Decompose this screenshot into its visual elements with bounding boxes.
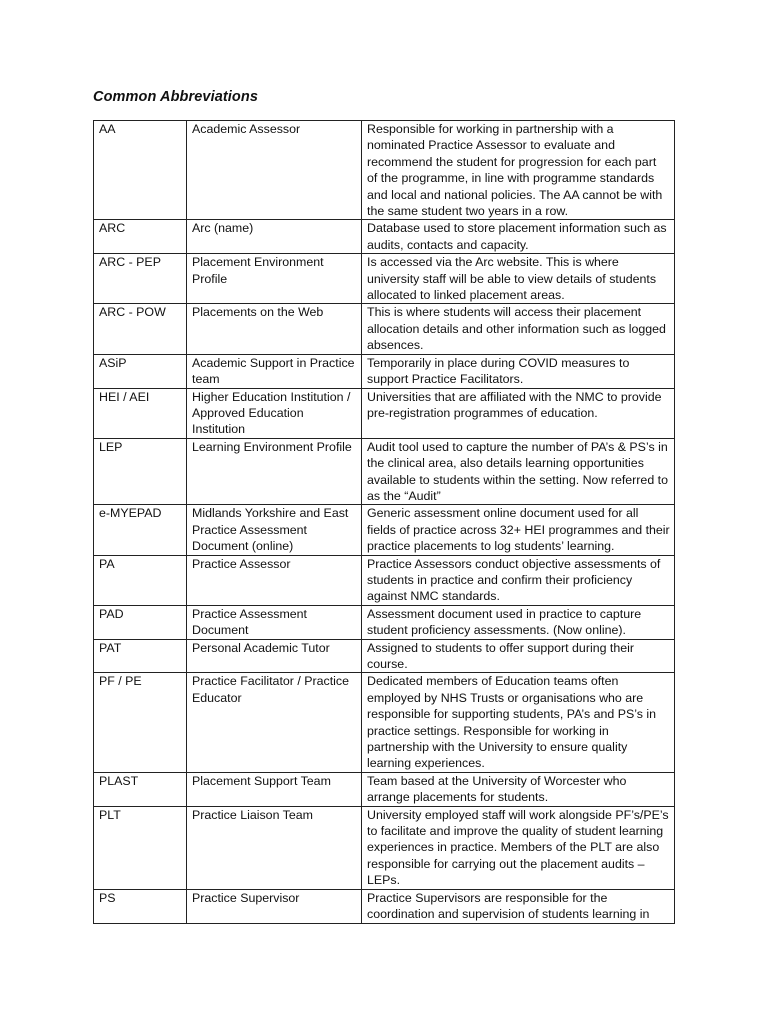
table-row [94, 605, 675, 639]
abbreviation-cell: PF / PE [94, 673, 187, 772]
table-row [94, 388, 675, 438]
description-cell: Temporarily in place during COVID measures to support Practice Facilitators. [362, 354, 675, 388]
full-name-cell: Placements on the Web [187, 304, 362, 354]
abbreviation-cell: AA [94, 121, 187, 220]
full-name-cell: Placement Support Team [187, 772, 362, 806]
abbreviation-cell: PS [94, 889, 187, 923]
table-row [94, 438, 675, 505]
abbreviations-table-body [94, 121, 675, 924]
table-row [94, 121, 675, 220]
table-row [94, 354, 675, 388]
page-title: Common Abbreviations [93, 89, 259, 105]
table-row [94, 555, 675, 605]
table-row [94, 639, 675, 673]
description-cell: Responsible for working in partnership with a nominated Practice Assessor to evaluate and recommend the student for progression for each part of the programme, in line with programme standards and local and national policies. The AA cannot be with the same student two years in a row. [362, 121, 675, 220]
full-name-cell: Academic Support in Practice team [187, 354, 362, 388]
abbreviation-cell: HEI / AEI [94, 388, 187, 438]
description-cell: Generic assessment online document used for all fields of practice across 32+ HEI programmes and their practice placements to log students’ learning. [362, 505, 675, 555]
table-row [94, 806, 675, 889]
description-cell: Audit tool used to capture the number of PA’s & PS’s in the clinical area, also details learning opportunities available to students within the setting. Now referred to as the “Audit” [362, 438, 675, 505]
abbreviation-cell: ARC [94, 220, 187, 254]
full-name-cell: Practice Supervisor [187, 889, 362, 923]
table-row [94, 304, 675, 354]
abbreviation-cell: ASiP [94, 354, 187, 388]
full-name-cell: Higher Education Institution / Approved Education Institution [187, 388, 362, 438]
table-row [94, 254, 675, 304]
abbreviations-table [93, 120, 675, 924]
abbreviation-cell: PAD [94, 605, 187, 639]
abbreviations-table-container [93, 120, 676, 930]
description-cell: Assigned to students to offer support during their course. [362, 639, 675, 673]
description-cell: This is where students will access their placement allocation details and other information such as logged absences. [362, 304, 675, 354]
table-row [94, 889, 675, 923]
abbreviation-cell: PLT [94, 806, 187, 889]
description-cell: Assessment document used in practice to capture student proficiency assessments. (Now online). [362, 605, 675, 639]
table-row [94, 673, 675, 772]
table-row [94, 505, 675, 555]
full-name-cell: Placement Environment Profile [187, 254, 362, 304]
description-cell: Practice Assessors conduct objective assessments of students in practice and confirm their proficiency against NMC standards. [362, 555, 675, 605]
description-cell: Dedicated members of Education teams often employed by NHS Trusts or organisations who are responsible for supporting students, PA’s and PS’s in practice settings. Responsible for working in partnership with the University to ensure quality learning experiences. [362, 673, 675, 772]
abbreviation-cell: PAT [94, 639, 187, 673]
full-name-cell: Practice Assessment Document [187, 605, 362, 639]
abbreviation-cell: PLAST [94, 772, 187, 806]
abbreviation-cell: ARC - PEP [94, 254, 187, 304]
full-name-cell: Learning Environment Profile [187, 438, 362, 505]
full-name-cell: Practice Liaison Team [187, 806, 362, 889]
full-name-cell: Personal Academic Tutor [187, 639, 362, 673]
description-cell: Database used to store placement information such as audits, contacts and capacity. [362, 220, 675, 254]
abbreviation-cell: LEP [94, 438, 187, 505]
full-name-cell: Academic Assessor [187, 121, 362, 220]
abbreviation-cell: PA [94, 555, 187, 605]
full-name-cell: Practice Facilitator / Practice Educator [187, 673, 362, 772]
full-name-cell: Arc (name) [187, 220, 362, 254]
full-name-cell: Practice Assessor [187, 555, 362, 605]
table-row [94, 220, 675, 254]
table-row [94, 772, 675, 806]
description-cell: Practice Supervisors are responsible for the coordination and supervision of students learning in [362, 889, 675, 923]
description-cell: Universities that are affiliated with the NMC to provide pre-registration programmes of education. [362, 388, 675, 438]
description-cell: Team based at the University of Worcester who arrange placements for students. [362, 772, 675, 806]
abbreviation-cell: e-MYEPAD [94, 505, 187, 555]
description-cell: Is accessed via the Arc website. This is where university staff will be able to view details of students allocated to linked placement areas. [362, 254, 675, 304]
abbreviation-cell: ARC - POW [94, 304, 187, 354]
description-cell: University employed staff will work alongside PF’s/PE’s to facilitate and improve the quality of student learning experiences in practice. Members of the PLT are also responsible for carrying out the placement audits – LEPs. [362, 806, 675, 889]
full-name-cell: Midlands Yorkshire and East Practice Assessment Document (online) [187, 505, 362, 555]
